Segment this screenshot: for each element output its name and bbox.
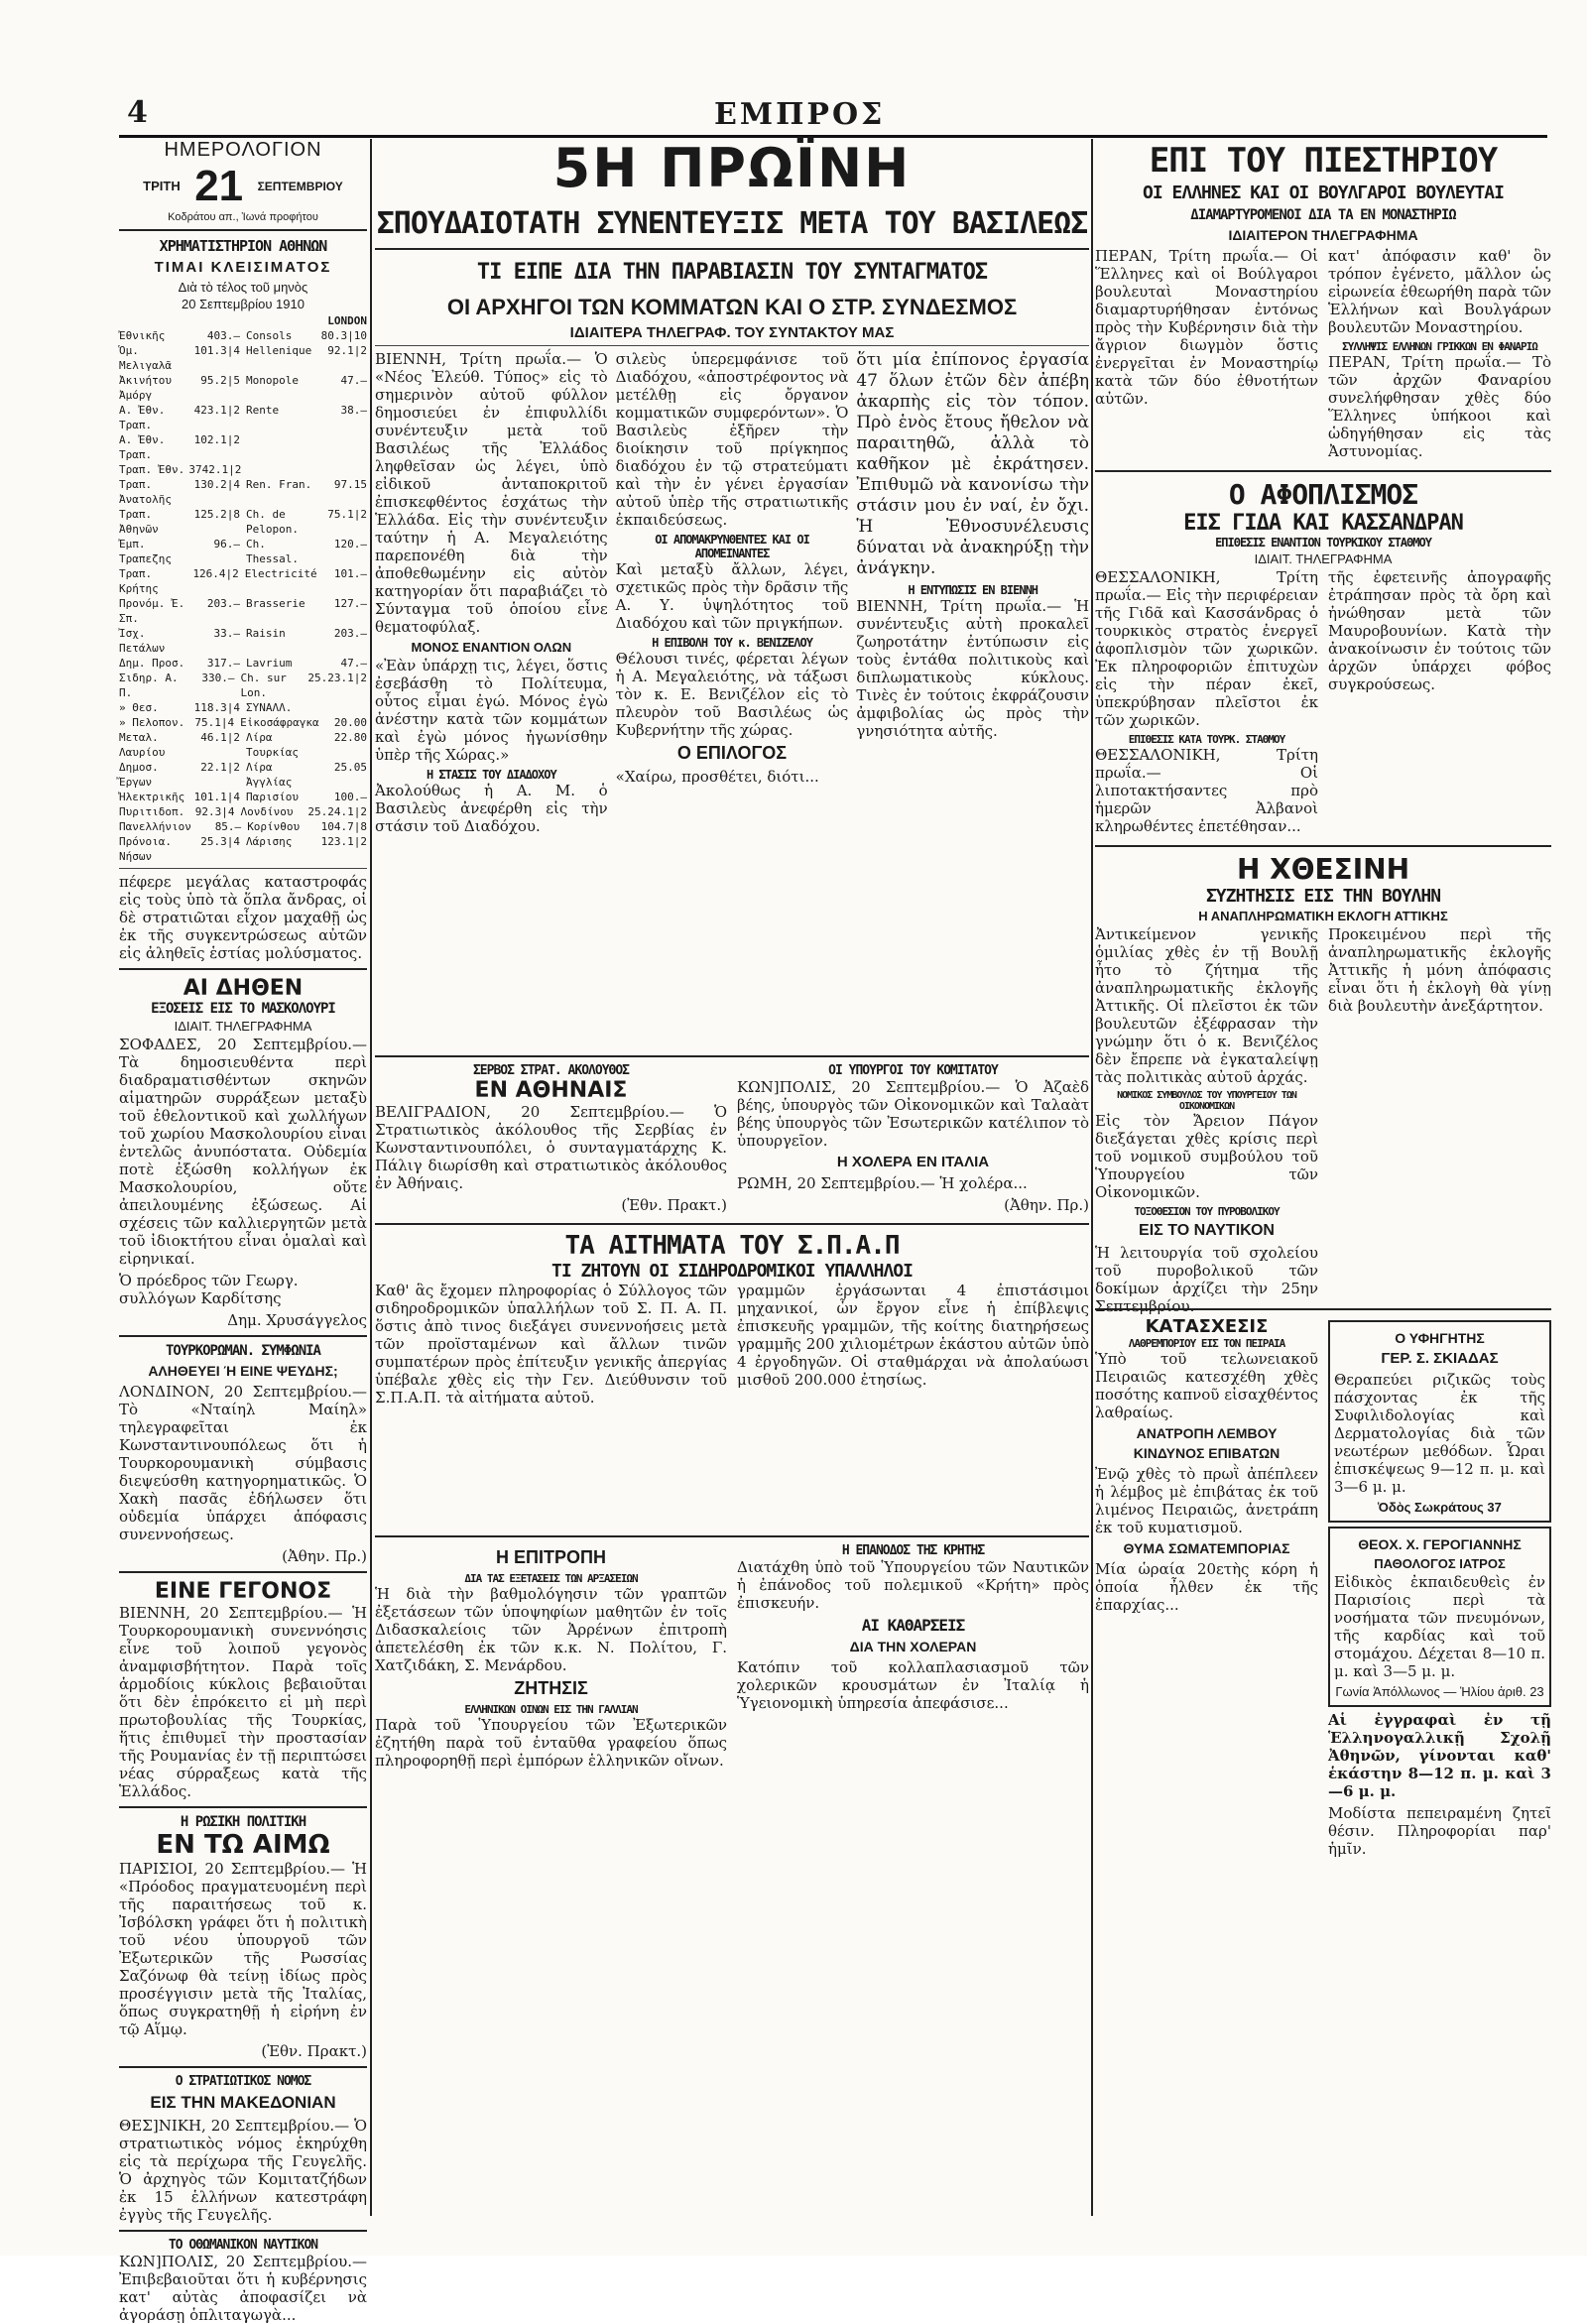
ministers-title: ΟΙ ΥΠΟΥΡΓΟΙ ΤΟΥ ΚΟΜΙΤΑΤΟΥ bbox=[828, 1063, 998, 1078]
prices-date: 20 Σεπτεμβρίου 1910 bbox=[182, 297, 305, 311]
calendar-month: ΣΕΠΤΕΜΒΡΙΟΥ bbox=[257, 180, 343, 194]
price-cell: 25.3|4 bbox=[200, 835, 240, 848]
seizure-text: Ὑπὸ τοῦ τελωνειακοῦ Πειραιῶς κατεσχέθη χθὲς ποσότης καπνοῦ εἰσαχθέντος λαθραίως. bbox=[1095, 1350, 1318, 1421]
price-row bbox=[119, 507, 367, 537]
price-row bbox=[119, 671, 367, 700]
section2-text: ΛΟΝΔΙΝΟΝ, 20 Σεπτεμβρίου.— Τὸ «Νταίηλ Μαίηλ» τηλεγραφεῖται ἐκ Κωνσταντινουπόλεως ὅτι ἡ Τουρκορουμανικὴ σύμβασις διεψεύσθη κατηγορηματικῶς. Ὁ Χακὴ πασᾶς ἐδήλωσεν ὅτι οὐδεμία ὑπάρχει ἀπόφασις συνεννοήσεως. bbox=[119, 1383, 367, 1543]
price-cell: 104.7|8 bbox=[320, 820, 367, 833]
article-col-b-heading: ΟΙ ΑΠΟΜΑΚΡΥΝΘΕΝΤΕΣ ΚΑΙ ΟΙ ΑΠΟΜΕΙΝΑΝΤΕΣ bbox=[655, 533, 809, 560]
price-cell: 126.4|2 bbox=[192, 567, 239, 580]
price-cell: Τραπ. Κρήτης bbox=[119, 567, 159, 595]
demand-text: Παρὰ τοῦ Ὑπουργείου τῶν Ἐξωτερικῶν ἐζητήθη παρὰ τοῦ ἐνταῦθα γραφείου ὅπως πληροφορηθῇ περὶ ἐμπόρων ἑλληνικῶν οἴνων. bbox=[375, 1716, 727, 1770]
center-sub3: ΙΔΙΑΙΤΕΡΑ ΤΗΛΕΓΡΑΦ. ΤΟΥ ΣΥΝΤΑΚΤΟΥ ΜΑΣ bbox=[569, 324, 895, 341]
price-cell: 22.80 bbox=[333, 731, 367, 744]
section5-title: Ο ΣΤΡΑΤΙΩΤΙΚΟΣ ΝΟΜΟΣ bbox=[175, 2074, 311, 2089]
price-cell: 20.00 bbox=[333, 716, 367, 729]
price-cell: Λίρα Τουρκίας bbox=[246, 731, 299, 759]
price-cell bbox=[317, 462, 367, 477]
price-cell: 203.— bbox=[333, 627, 367, 640]
price-row bbox=[119, 566, 367, 596]
price-row bbox=[119, 477, 367, 507]
price-cell: 47.— bbox=[340, 374, 367, 387]
disarm-title: Ο ΑΦΟΠΛΙΣΜΟΣ bbox=[1228, 478, 1418, 511]
price-cell: Α. Ἐθν. Τραπ. bbox=[119, 433, 166, 461]
price-cell: Τραπ. Ἀνατολῆς bbox=[119, 478, 172, 506]
cleansing-subtitle: ΔΙΑ ΤΗΝ ΧΟΛΕΡΑΝ bbox=[849, 1639, 977, 1654]
article-col-b3: Θέλουσι τινές, φέρεται λέγων ἡ Α. Μεγαλειότης, νὰ τάξωσι τὸν κ. Ε. Βενιζέλον εἰς τὸ πλευρὸν τοῦ Βασιλέως ὡς Κυβερνήτην τῆς χώρας. bbox=[615, 650, 849, 739]
serbian-attache-title: ΣΕΡΒΟΣ ΣΤΡΑΤ. ΑΚΟΛΟΥΘΟΣ bbox=[472, 1063, 629, 1078]
disarm-text: ΘΕΣΣΑΛΟΝΙΚΗ, Τρίτη πρωΐα.— Εἰς τὴν περιφέρειαν τῆς Γιδᾶ καὶ Κασσάνδρας ὁ τουρκικὸς στρατὸς ἐνεργεῖ ἀφοπλισμὸν τῶν χωρικῶν. Ἐκ πληροφοριῶν ἐπιτυχὼν εἰς τὴν πέραν ἐκεῖ, ὑπεκρύβησαν πλεῖστοι ἐκ τῶν χωρικῶν. bbox=[1095, 568, 1318, 729]
price-row bbox=[119, 656, 367, 671]
disarm-subtitle: ΕΙΣ ΓΙΔΑ ΚΑΙ ΚΑΣΣΑΝΔΡΑΝ bbox=[1183, 511, 1463, 536]
serbian-attache-text: ΒΕΛΙΓΡΑΔΙΟΝ, 20 Σεπτεμβρίου.— Ὁ Στρατιωτικὸς ἀκόλουθος τῆς Σερβίας ἐν Κωνσταντινουπόλει, ὁ συνταγματάρχης Κ. Πάλιγ διωρίσθη καὶ στρατιωτικὸς ἀκόλουθος ἐν Ἀθήναις. bbox=[375, 1103, 727, 1192]
price-cell: Lavrium bbox=[246, 657, 293, 670]
article-col-a-heading: ΜΟΝΟΣ ΕΝΑΝΤΙΟΝ ΟΛΩΝ bbox=[411, 640, 572, 655]
boat-title: ΑΝΑΤΡΟΠΗ ΛΕΜΒΟΥ bbox=[1136, 1425, 1278, 1441]
price-cell: Electricité bbox=[244, 567, 317, 580]
price-cell: 101.— bbox=[333, 567, 367, 580]
article-col-b-heading2: Η ΕΠΙΒΟΛΗ ΤΟΥ κ. ΒΕΝΙΖΕΛΟΥ bbox=[652, 636, 812, 650]
ad-gerogiannis bbox=[1328, 1527, 1551, 1707]
market-title: ΧΡΗΜΑΤΙΣΤΗΡΙΟΝ ΑΘΗΝΩΝ bbox=[159, 237, 327, 255]
price-cell bbox=[241, 462, 316, 477]
price-cell: 46.1|2 bbox=[200, 731, 240, 744]
price-row bbox=[119, 700, 367, 715]
article-col-a: ΒΙΕΝΝΗ, Τρίτη πρωΐα.— Ὁ «Νέος Ἐλεύθ. Τύπος» εἰς τὸ σημερινὸν αὐτοῦ φύλλον δημοσιεύει ἐν ἐπιφυλλίδι συνέντευξιν μετὰ τοῦ Βασιλέως τῆς Ἑλλάδος ληφθεῖσαν ὡς λέγει, ὑπὸ εἰδικοῦ ἀνταποκριτοῦ ἐπισκεφθέντος ἐσχάτως τὴν Ἑλλάδα. Εἰς τὴν συνέντευξιν ταύτην ἡ Α. Μεγαλειότης παρεπονέθη διὰ τὴν ἀποθεθωμένην εἰς αὐτὸν κατηγορίαν ὅτι παραβιάζει τὸ Σύνταγμα τοῦ ὁποίου εἶνε θεματοφύλαξ. bbox=[375, 350, 608, 636]
price-cell: 123.1|2 bbox=[320, 835, 367, 848]
calendar-day: 21 bbox=[194, 162, 244, 210]
ad1-name: ΓΕΡ. Σ. ΣΚΙΑΔΑΣ bbox=[1381, 1350, 1499, 1367]
column-rule bbox=[370, 139, 372, 2216]
price-row bbox=[119, 626, 367, 656]
price-cell: 101.1|4 bbox=[193, 791, 240, 803]
price-cell: Λονδίνου bbox=[240, 805, 294, 818]
right-text1b: κατ' ἀπόφασιν καθ' ὃν τρόπον ἐγένετο, μᾶλλον ὡς εἰρωνεία ἐθεωρήθη παρὰ τῶν Ἑλλήνων καὶ Βουλγάρων βουλευτῶν Μοναστηρίου. bbox=[1328, 247, 1551, 336]
article-col-a3: Ἀκολούθως ἡ Α. Μ. ὁ Βασιλεὺς ἀνεφέρθη εἰς τὴν στάσιν τοῦ Διαδόχου. bbox=[375, 782, 608, 835]
calendar-title: ΗΜΕΡΟΛΟΓΙΟΝ bbox=[164, 139, 322, 161]
price-cell: 22.1|2 bbox=[200, 761, 240, 774]
article-col-a-heading2: Η ΣΤΑΣΙΣ ΤΟΥ ΔΙΑΔΟΧΟΥ bbox=[426, 768, 556, 782]
cholera-italy-source: (Ἀθην. Πρ.) bbox=[1004, 1196, 1089, 1214]
seizure-subtitle: ΛΑΘΡΕΜΠΟΡΙΟΥ ΕΙΣ ΤΟΝ ΠΕΙΡΑΙΑ bbox=[1128, 1337, 1285, 1350]
center-sub2: ΟΙ ΑΡΧΗΓΟΙ ΤΩΝ ΚΟΜΜΑΤΩΝ ΚΑΙ Ο ΣΤΡ. ΣΥΝΔΕΣΜΟΣ bbox=[446, 295, 1018, 319]
price-cell: Δημ. Προσ. bbox=[119, 657, 185, 670]
spap-title: ΤΑ ΑΙΤΗΜΑΤΑ ΤΟΥ Σ.Π.Α.Π bbox=[564, 1231, 900, 1261]
price-cell: Τραπ. Ἐθν. bbox=[119, 463, 185, 476]
committee-text: Ἡ διὰ τὴν βαθμολόγησιν τῶν γραπτῶν ἐξετάσεων τῶν ὑποψηφίων μαθητῶν ἐν τοῖς Διδασκαλείοις τῶν Ἀρρένων ἐπιτροπὴ ἀπετελέσθη ἐκ τῶν κ.κ. Ν. Πολίτου, Γ. Χατζιδάκη, Σ. Μενάρδου. bbox=[375, 1585, 727, 1674]
right-sub2: ΙΔΙΑΙΤΕΡΟΝ ΤΗΛΕΓΡΑΦΗΜΑ bbox=[1228, 227, 1418, 243]
cholera-italy-text: ΡΩΜΗ, 20 Σεπτεμβρίου.— Ἡ χολέρα... bbox=[737, 1174, 1028, 1192]
serbian-attache-source: (Ἐθν. Πρακτ.) bbox=[621, 1196, 727, 1214]
attack-station-title: ΕΠΙΘΕΣΙΣ ΚΑΤΑ ΤΟΥΡΚ. ΣΤΑΘΜΟΥ bbox=[1128, 733, 1285, 746]
price-row bbox=[119, 373, 367, 403]
price-cell: Ch. de Pelopon. bbox=[246, 508, 299, 536]
price-cell: Raisin bbox=[246, 627, 286, 640]
right-arrests-title: ΣΥΛΛΗΨΙΣ ΕΛΛΗΝΩΝ ΓΡΙΚΚΩΝ ΕΝ ΦΑΝΑΡΙΩ bbox=[1342, 340, 1537, 353]
article-col-c: ὅτι μία ἐπίπονος ἐργασία 47 ὅλων ἐτῶν δὲν ἀπέβη ἀκαρπὴς εἰς τὸν τόπον. Πρὸ ἑνὸς ἔτους ἤθελον νὰ παραιτηθῶ, ἀλλὰ τὸ καθῆκον μὲ ἐκράτησεν. Ἐπιθυμῶ νὰ κανονίσω τὴν στάσιν μου ἐν ναί, ἐν ὄχι. Ἡ Ἐθνοσυνέλευσις δύναται νὰ ἀνακηρύξῃ τὴν ἀνάγκην. bbox=[856, 350, 1090, 578]
price-cell: 25.05 bbox=[333, 761, 367, 774]
committee-title: Η ΕΠΙΤΡΟΠΗ bbox=[495, 1547, 606, 1567]
price-cell: 101.3|4 bbox=[193, 344, 240, 357]
price-row bbox=[119, 790, 367, 804]
calendar bbox=[119, 139, 367, 223]
price-cell: Ren. Fran. bbox=[246, 478, 312, 491]
price-cell: Brasserie bbox=[246, 597, 305, 610]
price-cell bbox=[316, 700, 367, 715]
price-cell: Hellenique bbox=[246, 344, 312, 357]
masthead-title: ΕΜΠΡΟΣ bbox=[714, 97, 886, 132]
section2-title: ΤΟΥΡΚΟΡΩΜΑΝ. ΣΥΜΦΩΝΙΑ bbox=[165, 1343, 320, 1359]
calendar-weekday: ΤΡΙΤΗ bbox=[143, 179, 181, 194]
return-crete-title: Η ΕΠΑΝΟΔΟΣ ΤΗΣ ΚΡΗΤΗΣ bbox=[841, 1543, 985, 1558]
price-cell: 120.— bbox=[333, 538, 367, 550]
section4-subtitle: ΕΝ ΤΩ ΑΙΜΩ bbox=[156, 1830, 330, 1860]
serbian-attache-subtitle: ΕΝ ΑΘΗΝΑΙΣ bbox=[474, 1078, 628, 1103]
price-cell: Λίρα Ἀγγλίας bbox=[246, 761, 293, 789]
price-cell: Τραπ. Ἀθηνῶν bbox=[119, 508, 159, 536]
left-column bbox=[119, 139, 368, 2324]
ad1-text: Θεραπεύει ριζικῶς τοὺς πάσχοντας ἐκ τῆς Συφιλιδολογίας καὶ Δερματολογίας διὰ τῶν νεωτέρων μεθόδων. Ὧραι ἐπισκέψεως 9—12 π. μ. καὶ 3—6 μ. μ. bbox=[1334, 1371, 1545, 1496]
seizure-title: ΚΑΤΑΣΧΕΣΙΣ bbox=[1145, 1316, 1269, 1337]
market-text: πέφερε μεγάλας καταστροφάς εἰς τοὺς ὑπὸ τὰ ὅπλα ἄνδρας, οἱ δὲ στρατιῶται εἶχον μαχαθῇ ὡς ἐκ τῆς συγκεντρώσεως αὐτῶν εἰς ἀληθεῖς ἑστίας μολύσματος. bbox=[119, 873, 367, 962]
price-cell: » Θεσ. bbox=[119, 701, 159, 714]
price-cell: 47.— bbox=[340, 657, 367, 670]
boat-text: Ἐνῷ χθὲς τὸ πρωῒ ἀπέπλεεν ἡ λέμβος μὲ ἐπιβάτας ἐκ τοῦ λιμένος Πειραιῶς, ἀνετράπη ἐκ τοῦ κυματισμοῦ. bbox=[1095, 1465, 1318, 1536]
section2-subtitle: ΑΛΗΘΕΥΕΙ Ή ΕΙΝΕ ΨΕΥΔΗΣ; bbox=[148, 1363, 338, 1379]
masthead-bar bbox=[119, 95, 1547, 138]
right-arrests-text: ΠΕΡΑΝ, Τρίτη πρωΐα.— Τὸ τῶν ἀρχῶν Φαναρίου συνελήφθησαν χθὲς δύο Ἕλληνες ὑπήκοοι καὶ ὡδηγήθησαν εἰς τὰς Ἀστυνομίας. bbox=[1328, 353, 1551, 460]
article-col-b: σιλεὺς ὑπερεμφάνισε τοῦ Διαδόχου, «ἀποστρέφοντος νὰ μετέλθῃ εἰς ὄργανον κομματικῶν συμφερόντων». Ὁ Βασιλεὺς ἐξῆρεν τὴν διοίκησιν τοῦ πρίγκηπος διαδόχου ἐν τῷ στρατεύματι καὶ τὴν ἐν γένει ἐργασίαν αὐτοῦ ὑπὲρ τῆς στρατιωτικῆς ἐκπαιδεύσεως. bbox=[615, 350, 849, 529]
price-cell: 403.— bbox=[206, 329, 240, 342]
ministers-text: ΚΩΝ]ΠΟΛΙΣ, 20 Σεπτεμβρίου.— Ὁ Ἀζαὲδ βέης, ὑπουργὸς τῶν Οἰκονομικῶν καὶ Ταλαὰτ βέης ὑπουργὸς τῶν Ἐσωτερικῶν κατέλιπον τὸ ὑπουργεῖον. bbox=[737, 1078, 1089, 1150]
section2-source: (Ἀθην. Πρ.) bbox=[282, 1547, 367, 1565]
price-cell: Σιδηρ. Α. Π. bbox=[119, 672, 179, 699]
price-row bbox=[119, 537, 367, 566]
price-row bbox=[119, 834, 367, 864]
price-cell: 25.24.1|2 bbox=[307, 805, 368, 818]
legal-advisor-title: ΝΟΜΙΚΟΣ ΣΥΜΒΟΥΛΟΣ ΤΟΥ ΥΠΟΥΡΓΕΙΟΥ ΤΩΝ ΟΙΚΟΝΟΜΙΚΩΝ bbox=[1117, 1090, 1296, 1112]
right-headline2: ΟΙ ΕΛΛΗΝΕΣ ΚΑΙ ΟΙ ΒΟΥΛΓΑΡΟΙ ΒΟΥΛΕΥΤΑΙ bbox=[1143, 183, 1504, 203]
section1-text: ΣΟΦΑΔΕΣ, 20 Σεπτεμβρίου.— Τὰ δημοσιευθέντα περὶ διαδραματισθέντων σκηνῶν αἱματηρῶν συρράξεων μεταξὺ τοῦ ἐθελοντικοῦ καὶ χωλλήγων τοῦ χωρίου Μασκολουρίου εἶναι ἐντελῶς ἀνυπόστατα. Οὐδεμία ποτὲ ἐξώσθη κολλήγων ἐκ Μασκολουρίου, οὔτε ἀπειλουμένης ἐξώσεως. Αἱ σχέσεις τῶν καλλιεργητῶν μετὰ τοῦ ἰδιοκτήτου εἶναι ὁμαλαὶ καὶ εἰρηνικαί. bbox=[119, 1036, 367, 1268]
price-row bbox=[119, 343, 367, 373]
price-cell: 423.1|2 bbox=[193, 404, 240, 417]
parliament-text2: Προκειμένου περὶ τῆς ἀναπληρωματικῆς ἐκλογῆς Ἀττικῆς ἡ μόνη ἀπόφασις εἶναι ὅτι ἡ ἐκλογὴ θὰ γίνῃ διὰ βουλευτὴν ἀνεξάρτητον. bbox=[1328, 925, 1551, 1015]
trafficking-title: ΘΥΜΑ ΣΩΜΑΤΕΜΠΟΡΙΑΣ bbox=[1123, 1540, 1290, 1556]
ad2-name: ΘΕΟΧ. Χ. ΓΕΡΟΓΙΑΝΝΗΣ bbox=[1358, 1536, 1522, 1552]
disarm-tag: ΙΔΙΑΙΤ. ΤΗΛΕΓΡΑΦΗΜΑ bbox=[1254, 551, 1393, 566]
price-row bbox=[119, 819, 367, 834]
section5-text: ΘΕΣ]ΝΙΚΗ, 20 Σεπτεμβρίου.— Ὁ στρατιωτικὸς νόμος ἐκηρύχθη εἰς τὰ περίχωρα τῆς Γευγελῆς. Ὁ ἀρχηγὸς τῶν Κομιτατζήδων ἐκ 15 ἑλλήνων κατεστράφη ἐγγὺς τῆς Γευγελῆς. bbox=[119, 2117, 367, 2224]
price-cell: 75.1|4 bbox=[194, 716, 235, 729]
price-row bbox=[119, 804, 367, 819]
price-cell: Ἐθνικῆς bbox=[119, 329, 166, 342]
column-rule bbox=[1091, 139, 1093, 2216]
section1-tag: ΙΔΙΑΙΤ. ΤΗΛΕΓΡΑΦΗΜΑ bbox=[174, 1019, 312, 1034]
price-cell bbox=[316, 432, 367, 462]
price-cell bbox=[240, 432, 316, 462]
price-cell: 80.3|10 bbox=[320, 329, 367, 342]
price-cell: Ἰσχ. Πετάλων bbox=[119, 627, 166, 655]
center-sub1: ΤΙ ΕΙΠΕ ΔΙΑ ΤΗΝ ΠΑΡΑΒΙΑΣΙΝ ΤΟΥ ΣΥΝΤΑΓΜΑΤΟΣ bbox=[476, 260, 988, 285]
section6-text: ΚΩΝ]ΠΟΛΙΣ, 20 Σεπτεμβρίου.— Ἐπιβεβαιοῦται ὅτι ἡ κυβέρνησις κατ' αὐτὰς ἀποφασίζει νὰ ἀγοράσῃ ὁπλιταγωγὰ... bbox=[119, 2253, 367, 2324]
price-cell: Rente bbox=[246, 404, 280, 417]
price-cell: Παρισίου bbox=[246, 791, 299, 803]
price-cell: Εἰκοσάφραγκα bbox=[240, 716, 319, 729]
section5-subtitle: ΕΙΣ ΤΗΝ ΜΑΚΕΔΟΝΙΑΝ bbox=[150, 2093, 336, 2112]
prices-title: ΤΙΜΑΙ ΚΛΕΙΣΙΜΑΤΟΣ bbox=[154, 259, 332, 276]
price-cell: Πυριτιδοπ. bbox=[119, 805, 185, 818]
price-cell: 317.— bbox=[206, 657, 240, 670]
price-cell: » Πελοπον. bbox=[119, 716, 185, 729]
price-cell: 96.— bbox=[213, 538, 240, 550]
parliament-subtitle: ΣΥΖΗΤΗΣΙΣ ΕΙΣ ΤΗΝ ΒΟΥΛΗΝ bbox=[1205, 886, 1441, 907]
disarm-subtitle2: ΕΠΙΘΕΣΙΣ ΕΝΑΝΤΙΟΝ ΤΟΥΡΚΙΚΟΥ ΣΤΑΘΜΟΥ bbox=[1215, 536, 1431, 550]
section1-title: ΑΙ ΔΗΘΕΝ bbox=[183, 976, 304, 1001]
price-cell: Consols bbox=[246, 329, 293, 342]
price-cell: Ch. sur Lon. bbox=[240, 672, 287, 699]
right-column bbox=[1095, 139, 1551, 2216]
section6-title: ΤΟ ΟΘΩΜΑΝΙΚΟΝ ΝΑΥΤΙΚΟΝ bbox=[168, 2238, 318, 2253]
article-col-b4: «Χαίρω, προσθέτει, διότι... bbox=[615, 768, 819, 786]
price-cell: 127.— bbox=[333, 597, 367, 610]
right-headline: ΕΠΙ ΤΟΥ ΠΙΕΣΤΗΡΙΟΥ bbox=[1149, 141, 1498, 181]
price-cell: 130.2|4 bbox=[193, 478, 240, 491]
price-cell: 203.— bbox=[206, 597, 240, 610]
price-cell: Πρόνοια. Νήσων bbox=[119, 835, 172, 863]
prices-table bbox=[119, 313, 367, 864]
ad4-text: Μοδίστα πεπειραμένη ζητεῖ θέσιν. Πληροφορίαι παρ' ἡμῖν. bbox=[1328, 1804, 1551, 1858]
artillery-title: ΤΟΞΟΘΕΣΙΟΝ ΤΟΥ ΠΥΡΟΒΟΛΙΚΟΥ bbox=[1134, 1205, 1280, 1218]
center-column bbox=[375, 139, 1089, 2216]
section4-source: (Ἐθν. Πρακτ.) bbox=[261, 2042, 367, 2060]
ad1-address: Ὁδὸς Σωκράτους 37 bbox=[1378, 1500, 1502, 1515]
price-cell: 95.2|5 bbox=[200, 374, 240, 387]
price-cell: Ἀκινήτου Ἀμόργ bbox=[119, 374, 172, 402]
boat-subtitle: ΚΙΝΔΥΝΟΣ ΕΠΙΒΑΤΩΝ bbox=[1133, 1445, 1281, 1461]
price-cell: Μεταλ. Λαυρίου bbox=[119, 731, 166, 759]
price-cell: 33.— bbox=[213, 627, 240, 640]
committee-subtitle: ΔΙΑ ΤΑΣ ΕΞΕΤΑΣΕΙΣ ΤΩΝ ΑΡΞΑΣΕΙΩΝ bbox=[464, 1572, 638, 1585]
cleansing-title: ΑΙ ΚΑΘΑΡΣΕΙΣ bbox=[861, 1616, 965, 1635]
price-cell: Ἠλεκτρικῆς bbox=[119, 791, 185, 803]
price-row bbox=[119, 403, 367, 432]
demand-subtitle: ΕΛΛΗΝΙΚΩΝ ΟΙΝΩΝ ΕΙΣ ΤΗΝ ΓΑΛΛΙΑΝ bbox=[464, 1703, 638, 1716]
price-cell: Πανελλήνιον bbox=[119, 820, 191, 833]
price-cell: 118.3|4 bbox=[193, 701, 240, 714]
price-cell: 100.— bbox=[333, 791, 367, 803]
price-row bbox=[119, 596, 367, 626]
legal-advisor-text: Εἰς τὸν Ἄρειον Πάγον διεξάγεται χθὲς κρίσις περὶ τοῦ νομικοῦ συμβούλου τοῦ Ὑπουργείου τῶν Οἰκονομικῶν. bbox=[1095, 1112, 1318, 1201]
price-row bbox=[119, 730, 367, 760]
price-cell: Α. Ἐθν. Τραπ. bbox=[119, 404, 166, 431]
article-col-c2: ΒΙΕΝΝΗ, Τρίτη πρωΐα.— Ἡ συνέντευξις αὐτὴ προκαλεῖ ζωηροτάτην ἐντύπωσιν εἰς τοὺς ἐντάθα πολιτικοὺς καὶ διπλωματικοὺς κύκλους. Τινὲς ἐν τούτοις ἐκφράζουσιν ἀμφιβολίας ὡς πρὸς τὴν γνησιότητα αὐτῆς. bbox=[856, 597, 1090, 740]
price-cell: Προνόμ. Ἐ. Σπ. bbox=[119, 597, 185, 625]
article-col-a2: «Ἐὰν ὑπάρχῃ τις, λέγει, ὅστις ἐσεβάσθη τὸ Πολίτευμα, οὗτος εἶμαι ἐγώ. Μόνος ἐγὼ ἀνέστην κατὰ τῶν κομμάτων καὶ ἐγὼ μόνος ἠγωνίσθην ὑπὲρ τῆς Χώρας.» bbox=[375, 657, 608, 764]
price-row bbox=[119, 760, 367, 790]
article-col-b-heading3: Ο ΕΠΙΛΟΓΟΣ bbox=[676, 743, 788, 763]
return-crete-text: Διατάχθη ὑπὸ τοῦ Ὑπουργείου τῶν Ναυτικῶν ἡ ἐπάνοδος τοῦ πολεμικοῦ «Κρήτη» πρὸς ἐπισκευήν. bbox=[737, 1558, 1089, 1612]
london-header: LONDON bbox=[327, 314, 367, 327]
price-cell: 125.2|8 bbox=[193, 508, 240, 521]
artillery-text: Ἡ λειτουργία τοῦ σχολείου τοῦ πυροβολικοῦ τῶν δοκίμων ἀρχίζει τὴν 25ην Σεπτεμβρίου. bbox=[1095, 1244, 1318, 1315]
parliament-text: Ἀντικείμενον γενικῆς ὁμιλίας χθὲς ἐν τῇ Βουλῇ ἦτο τὸ ζήτημα τῆς ἀναπληρωματικῆς ἐκλογῆς Ἀττικῆς. Οἱ πλεῖστοι ἐκ τῶν βουλευτῶν ἐξέφρασαν τὴν γνώμην ὅτι ὁ κ. Βενιζέλος δὲν ἔπρεπε νὰ ἐγκαταλείψῃ τὰς πολιτικὰς αὐτοῦ ἀρχάς. bbox=[1095, 925, 1318, 1086]
prices-subtitle: Διὰ τὸ τέλος τοῦ μηνὸς bbox=[178, 280, 308, 295]
price-cell: 75.1|2 bbox=[327, 508, 367, 521]
price-cell: Ἐμπ. Τραπεζης bbox=[119, 538, 172, 565]
page-number: 4 bbox=[127, 95, 148, 130]
section1-name: Δημ. Χρυσάγγελος bbox=[227, 1311, 367, 1329]
price-cell: 3742.1|2 bbox=[188, 463, 242, 476]
price-cell: 38.— bbox=[340, 404, 367, 417]
ad2-text: Εἰδικὸς ἐκπαιδευθεὶς ἐν Παρισίοις περὶ τὰ νοσήματα τῶν πνευμόνων, τῆς καρδίας καὶ τοῦ στομάχου. Δέχεται 8—10 π. μ. καὶ 3—5 μ. μ. bbox=[1334, 1573, 1545, 1680]
price-cell: Δημοσ. Ἔργων bbox=[119, 761, 159, 789]
price-row bbox=[119, 432, 367, 462]
parliament-title: Η ΧΘΕΣΙΝΗ bbox=[1236, 853, 1410, 886]
price-cell: Λάρισης bbox=[246, 835, 293, 848]
article-col-c-heading: Η ΕΝΤΥΠΩΣΙΣ ΕΝ ΒΙΕΝΝΗ bbox=[908, 583, 1038, 597]
price-cell: Κορίνθου bbox=[247, 820, 301, 833]
section3-text: ΒΙΕΝΝΗ, 20 Σεπτεμβρίου.— Ἡ Τουρκορουμανικὴ συνεννόησις εἶνε τοῦ λοιποῦ γεγονὸς ἀναμφισβήτητον. Παρὰ τοῖς ἁρμοδίοις κύκλοις βεβαιοῦται ὅτι δὲν ἐπρόκειτο εἰ μὴ περὶ πρωτοβουλίας τῆς Τουρκίας, ἥτις ἐπιθυμεῖ τὴν προστασίαν τῆς Ρουμανίας ἐν τῇ περιπτώσει νέας σύρραξεως κατὰ τῆς Ἑλλάδος. bbox=[119, 1604, 367, 1800]
price-cell: ΣΥΝΑΛΛ. bbox=[246, 701, 293, 714]
price-cell: Monopole bbox=[246, 374, 299, 387]
section4-text: ΠΑΡΙΣΙΟΙ, 20 Σεπτεμβρίου.— Ἡ «Πρόοδος πραγματευομένη περὶ τῆς παραιτήσεως τοῦ κ. Ἰσβόλσκη γράφει ὅτι ἡ πολιτικὴ τοῦ νέου ὑπουργοῦ τῶν Ἐξωτερικῶν τῆς Ρωσσίας Σαζόνωφ θὰ τείνῃ ἰδίως πρὸς προσέγγισιν μετὰ τῆς Ἰταλίας, ὅπως συγκρατηθῇ ἡ εἰρήνη ἐν τῷ Αἵμῳ. bbox=[119, 1860, 367, 2038]
section4-title: Η ΡΩΣΙΚΗ ΠΟΛΙΤΙΚΗ bbox=[180, 1814, 306, 1830]
price-row bbox=[119, 462, 367, 477]
price-cell: 102.1|2 bbox=[193, 433, 240, 446]
attack-station-text: ΘΕΣΣΑΛΟΝΙΚΗ, Τρίτη πρωΐα.— Οἱ λιποτακτήσαντες πρὸ ἡμερῶν Ἀλβανοὶ κληρωθέντες ἐπετέθησαν... bbox=[1095, 746, 1318, 835]
artillery-subtitle: ΕΙΣ ΤΟ ΝΑΥΤΙΚΟΝ bbox=[1139, 1222, 1275, 1239]
price-cell: 85.— bbox=[214, 820, 242, 833]
spap-text-b: γραμμῶν ἐργάσωνται 4 ἐπιστάσιμοι μηχανικοί, ὧν ἔργον εἶνε ἡ ἐπίβλεψις ἐπισκευῆς γραμμῶν, τῆς κοίτης διατηρήσεως γραμμῆς 200 χιλιομέτρων ἑκάστου αὐτῶν ὑπὸ 4 ἐργοδηγῶν. Οἱ σταθμάρχαι νὰ ἀπολαύωσι μισθοῦ 200.000 ἐτησίως. bbox=[737, 1282, 1089, 1389]
spap-subtitle: ΤΙ ΖΗΤΟΥΝ ΟΙ ΣΙΔΗΡΟΔΡΟΜΙΚΟΙ ΥΠΑΛΛΗΛΟΙ bbox=[551, 1261, 913, 1282]
price-cell: Ch. Thessal. bbox=[246, 538, 299, 565]
trafficking-text: Μία ὡραία 20ετὴς κόρη ἡ ὁποία ἦλθεν ἐκ τῆς ἐπαρχίας... bbox=[1095, 1560, 1318, 1614]
price-cell: 25.23.1|2 bbox=[307, 672, 368, 684]
price-cell: 92.1|2 bbox=[327, 344, 367, 357]
demand-title: ΖΗΤΗΣΙΣ bbox=[514, 1678, 588, 1698]
right-sub1: ΔΙΑΜΑΡΤΥΡΟΜΕΝΟΙ ΔΙΑ ΤΑ ΕΝ ΜΟΝΑΣΤΗΡΙΩ bbox=[1190, 207, 1456, 223]
price-cell: 97.15 bbox=[333, 478, 367, 491]
price-row bbox=[119, 715, 367, 730]
article-col-b2: Καὶ μεταξὺ ἄλλων, λέγει, σχετικῶς πρὸς τὴν δρᾶσιν τῆς Α. Υ. ὑψηλότητος τοῦ Διαδόχου καὶ τῶν πριγκήπων. bbox=[615, 560, 849, 632]
right-text1: ΠΕΡΑΝ, Τρίτη πρωΐα.— Οἱ Ἕλληνες καὶ οἱ Βούλγαροι βουλευταὶ Μοναστηρίου διαμαρτυρήθησαν ἐντόνως πρὸς τὴν Κυβέρνησιν διὰ τὴν ἄγριον διωγμὸν ὅστις ἐνεργεῖται ἐν Μοναστηρίῳ κατὰ τῶν δύο ἐθνοτήτων αὐτῶν. bbox=[1095, 247, 1318, 408]
ad2-subtitle: ΠΑΘΟΛΟΓΟΣ ΙΑΤΡΟΣ bbox=[1374, 1556, 1506, 1571]
center-headline: 5Η ΠΡΩΪΝΗ bbox=[552, 137, 912, 199]
section1-sign: Ὁ πρόεδρος τῶν Γεωργ. συλλόγων Καρδίτσης bbox=[119, 1272, 299, 1307]
ad-skiadas bbox=[1328, 1320, 1551, 1523]
disarm-text2: τῆς ἐφετεινῆς ἀπογραφῆς ἐτράπησαν πρὸς τὰ ὄρη καὶ ἠνώθησαν μετὰ τῶν Μαυροβουνίων. Κατὰ τὴν ἀνακοίνωσιν ἐν τούτοις τῶν ἀρχῶν ὑπάρχει φόβος συγκρούσεως. bbox=[1328, 568, 1551, 693]
cleansing-text: Κατόπιν τοῦ κολλαπλασιασμοῦ τῶν χολερικῶν κρουσμάτων ἐν Ἰταλίᾳ ἡ Ὑγειονομικὴ ὑπηρεσία ἀπεφάσισε... bbox=[737, 1658, 1089, 1712]
spap-text-a: Καθ' ἃς ἔχομεν πληροφορίας ὁ Σύλλογος τῶν σιδηροδρομικῶν ὑπαλλήλων τοῦ Σ. Π. Α. Π. ὅστις ἀπὸ τινος διεξάγει συνεννοήσεις μετὰ τῶν προϊσταμένων καὶ ἄλλων τινῶν συμπατέρων πρὸς ἐπίτευξιν γενικῆς ἀπεργίας ὑπέβαλε χθὲς εἰς τὴν Γεν. Διεύθυνσιν τοῦ Σ.Π.Α.Π. τὰ αἰτήματα αὐτοῦ. bbox=[375, 1282, 727, 1407]
ad3-text: Αἱ ἐγγραφαὶ ἐν τῇ Ἑλληνογαλλικῇ Σχολῇ Ἀθηνῶν, γίνονται καθ' ἑκάστην 8—12 π. μ. καὶ 3—6 μ. μ. bbox=[1328, 1711, 1551, 1800]
calendar-saint: Κοδράτου απ., Ἰωνά προφήτου bbox=[168, 211, 318, 223]
ad2-address: Γωνία Ἀπόλλωνος — Ἡλίου ἀριθ. 23 bbox=[1335, 1684, 1544, 1699]
price-cell: 330.— bbox=[201, 672, 235, 684]
ad1-title: Ο ΥΦΗΓΗΤΗΣ bbox=[1395, 1330, 1485, 1346]
section1-subtitle: ΕΞΟΣΕΙΣ ΕΙΣ ΤΟ ΜΑΣΚΟΛΟΥΡΙ bbox=[151, 1001, 335, 1017]
cholera-italy-title: Η ΧΟΛΕΡΑ ΕΝ ΙΤΑΛΙΑ bbox=[836, 1154, 990, 1170]
price-row bbox=[119, 328, 367, 343]
price-cell: 92.3|4 bbox=[194, 805, 235, 818]
price-cell: Ὁμ. Μελιγαλᾶ bbox=[119, 344, 172, 372]
center-headline2: ΣΠΟΥΔΑΙΟΤΑΤΗ ΣΥΝΕΝΤΕΥΞΙΣ ΜΕΤΑ ΤΟΥ ΒΑΣΙΛΕΩΣ bbox=[376, 206, 1088, 241]
section3-title: ΕΙΝΕ ΓΕΓΟΝΟΣ bbox=[154, 1579, 332, 1604]
parliament-subtitle2: Η ΑΝΑΠΛΗΡΩΜΑΤΙΚΗ ΕΚΛΟΓΗ ΑΤΤΙΚΗΣ bbox=[1198, 909, 1448, 923]
